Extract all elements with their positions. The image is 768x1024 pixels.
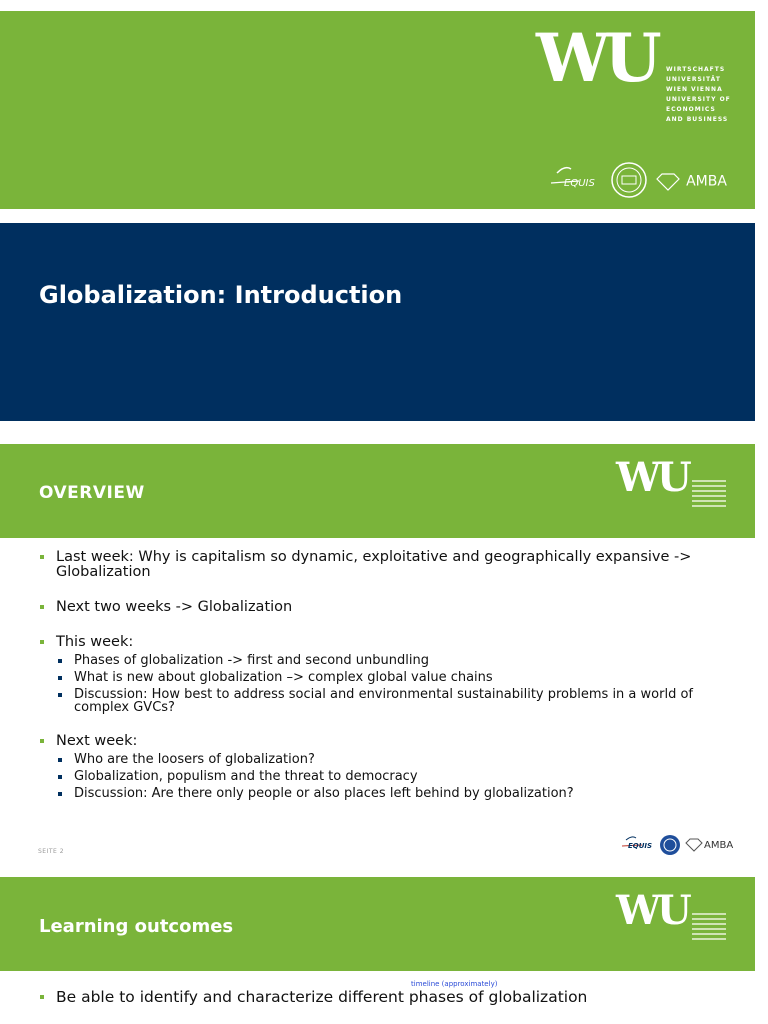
overview-content <box>0 538 755 864</box>
sub-list-item: What is new about globalization –> complex global value chains <box>56 671 720 684</box>
footer-equis-label: EQUIS <box>628 842 653 850</box>
footer-amba-label: AMBA <box>704 840 734 851</box>
overview-bullet-list <box>40 550 720 820</box>
wu-logo-text: WIRTSCHAFTS UNIVERSITÄT WIEN VIENNA UNIVERSITY OF ECONOMICS AND BUSINESS <box>666 66 731 123</box>
list-item: Be able to identify and characterize different phases of globalization <box>40 988 587 1006</box>
sub-list-item: Who are the loosers of globalization? <box>56 753 720 766</box>
equis-label: EQUIS <box>564 178 595 189</box>
wu-logo-mark: WU <box>536 19 656 97</box>
overview-header <box>0 444 755 538</box>
sub-list-item: Phases of globalization -> first and second unbundling <box>56 654 720 667</box>
sub-list-item: Discussion: How best to address social and environmental sustainability problems in a world of complex GVCs? <box>56 688 720 714</box>
slide-title: Globalization: Introduction <box>39 281 403 309</box>
sub-bullet-list <box>56 753 720 800</box>
sub-bullet-list <box>56 654 720 714</box>
wu-logo-small <box>616 887 688 934</box>
diamond-icon <box>655 172 681 192</box>
wu-logo-mark: WU <box>616 887 688 934</box>
learning-outcomes-content <box>0 971 755 1024</box>
overview-heading: OVERVIEW <box>39 483 145 503</box>
list-item: This week: Phases of globalization -> first and second unbundling What is new about globalization –> complex global value chains Discussion: How best to address social and environmental sustainability problems in a world of complex GVCs? <box>40 635 720 714</box>
list-item: Next two weeks -> Globalization <box>40 600 720 615</box>
seal-badge <box>610 161 648 203</box>
wu-logo-small <box>616 454 688 501</box>
footer-accreditations <box>620 834 732 858</box>
sub-list-item: Globalization, populism and the threat to democracy <box>56 770 720 783</box>
learning-outcomes-heading: Learning outcomes <box>39 916 234 937</box>
title-slide-banner <box>0 11 755 209</box>
equis-badge <box>549 163 604 199</box>
wu-logo-text-lines <box>692 913 726 940</box>
sub-list-item: Discussion: Are there only people or also places left behind by globalization? <box>56 787 720 800</box>
overlay-label: timeline (approximately) <box>411 980 498 988</box>
wu-logo-mark: WU <box>616 454 688 501</box>
title-slide-title-band <box>0 223 755 421</box>
wu-logo <box>536 19 731 123</box>
amba-badge <box>655 171 727 192</box>
wu-logo-text-lines <box>692 480 726 507</box>
amba-label: AMBA <box>686 173 727 190</box>
seal-icon <box>610 161 648 199</box>
page-number: SEITE 2 <box>38 848 65 855</box>
list-item: Next week: Who are the loosers of globalization? Globalization, populism and the threat to democracy Discussion: Are there only people or also places left behind by globalization? <box>40 734 720 800</box>
list-item: Last week: Why is capitalism so dynamic, exploitative and geographically expansive -> Globalization <box>40 550 720 580</box>
learning-outcomes-header <box>0 877 755 971</box>
